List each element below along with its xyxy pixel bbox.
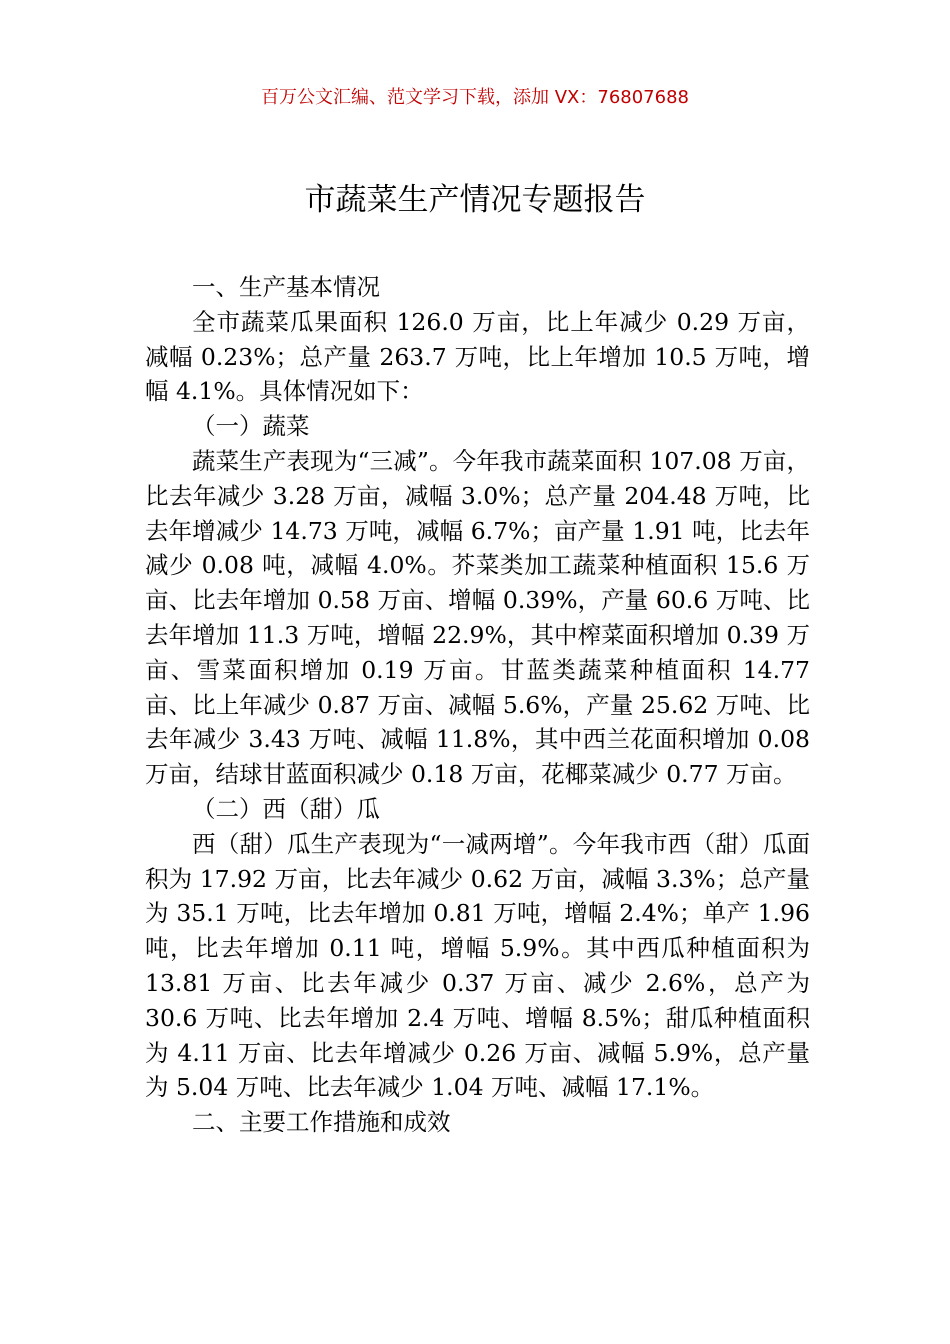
section-heading-basic-situation: 一、生产基本情况: [192, 273, 380, 301]
paragraph-melons: 西（甜）瓜生产表现为“一减两增”。今年我市西（甜）瓜面积为 17.92 万亩，比去年减少 0.62 万亩，减幅 3.3%；总产量为 35.1 万吨，比去年增加 0.81 万吨，增幅 2.4%；单产 1.96 吨，比去年增加 0.11 吨，增幅 5.9%。其中西瓜种植面积为 13.81 万亩、比去年减少 0.37 万亩、减少 2.6%，总产为 30.6 万吨、比去年增加 2.4 万吨、增幅 8.5%；甜瓜种植面积为 4.11 万亩、比去年增减少 0.26 万亩、减幅 5.9%，总产量为 5.04 万吨、比去年减少 1.04 万吨、减幅 17.1%。: [145, 829, 810, 1102]
paragraph-summary: 全市蔬菜瓜果面积 126.0 万亩，比上年减少 0.29 万亩，减幅 0.23%；总产量 263.7 万吨，比上年增加 10.5 万吨，增幅 4.1%。具体情况如下：: [145, 307, 810, 406]
section-heading-measures: 二、主要工作措施和成效: [192, 1108, 451, 1137]
subsection-heading-melons: （二）西（甜）瓜: [192, 794, 380, 823]
download-notice: 百万公文汇编、范文学习下载，添加 VX：76807688: [261, 87, 689, 108]
subsection-heading-vegetables: （一）蔬菜: [192, 412, 310, 441]
paragraph-vegetables: 蔬菜生产表现为“三减”。今年我市蔬菜面积 107.08 万亩，比去年减少 3.28 万亩，减幅 3.0%；总产量 204.48 万吨，比去年增减少 14.73 万吨，减幅 6.7%；亩产量 1.91 吨，比去年减少 0.08 吨，减幅 4.0%。芥菜类加工蔬菜种植面积 15.6 万亩、比去年增加 0.58 万亩、增幅 0.39%，产量 60.6 万吨、比去年增加 11.3 万吨，增幅 22.9%，其中榨菜面积增加 0.39 万亩、雪菜面积增加 0.19 万亩。甘蓝类蔬菜种植面积 14.77 亩、比上年减少 0.87 万亩、减幅 5.6%，产量 25.62 万吨、比去年减少 3.43 万吨、减幅 11.8%，其中西兰花面积增加 0.08 万亩，结球甘蓝面积减少 0.18 万亩，花椰菜减少 0.77 万亩。: [145, 446, 810, 789]
document-title: 市蔬菜生产情况专题报告: [304, 182, 646, 218]
document-body: [145, 270, 810, 1140]
